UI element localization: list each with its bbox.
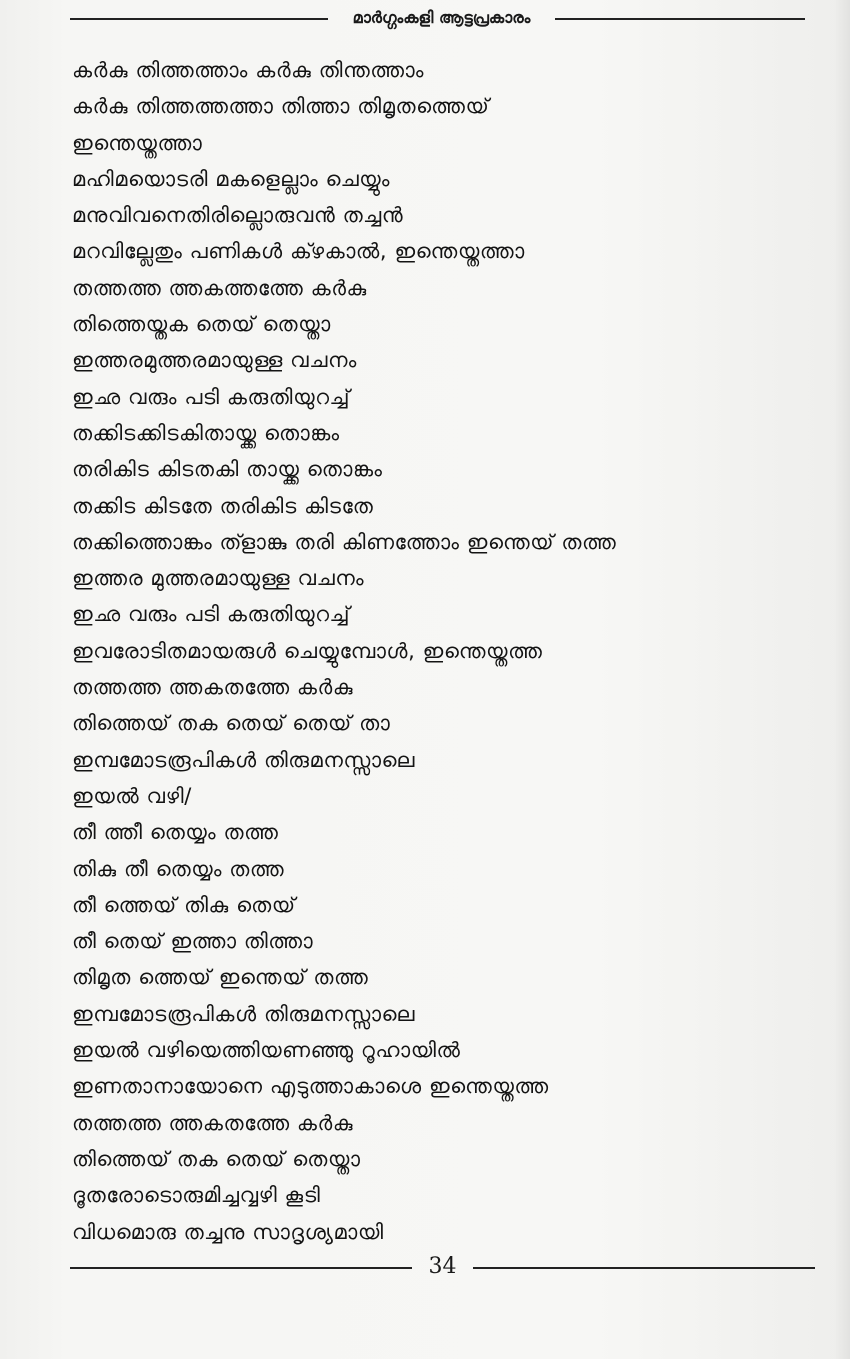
running-header [70, 6, 805, 32]
verse-block [72, 52, 792, 1250]
verse-line: തിത്തെയ്തക തെയ് തെയ്താ [72, 312, 331, 337]
verse-line: തത്തത്ത ത്തകതത്തേ കർകു [72, 675, 354, 700]
verse-line: മഹിമയൊടരി മകളെല്ലാം ചെയ്യും [72, 166, 391, 191]
verse-line: ദൂതരോടൊരുമിച്ചവ്വഴി കൂടി [72, 1183, 321, 1208]
verse-line: ഇമ്പമോടരൂപികൾ തിരുമനസ്സാലെ [72, 747, 416, 772]
verse-line: തിത്തെയ് തക തെയ് തെയ് താ [72, 711, 391, 736]
verse-line: തരികിട കിടതകി തായ്ക്ക തൊങ്കം [72, 457, 383, 482]
verse-line: ഇഛ വരും പടി കരുതിയുറച്ച് [72, 384, 351, 409]
verse-line: ഇഛ വരും പടി കരുതിയുറച്ച് [72, 602, 351, 627]
footer-rule-left [70, 1267, 412, 1269]
page-edge-shadow [834, 0, 850, 1359]
running-header-title: മാർഗ്ഗംകളി ആട്ടപ്രകാരം [352, 8, 531, 27]
verse-line: ഇമ്പമോടരൂപികൾ തിരുമനസ്സാലെ [72, 1001, 416, 1026]
verse-line: ഇയൽ വഴിയെത്തിയണഞ്ഞു റൂഹായിൽ [72, 1038, 461, 1063]
page-footer [70, 1252, 815, 1282]
verse-line: തിമൃത ത്തെയ് ഇന്തെയ് തത്ത [72, 965, 369, 990]
verse-line: തീ ത്തീ തെയ്യം തത്ത [72, 820, 279, 845]
verse-line: കർകു തിത്തത്താം കർകു തിന്തത്താം [72, 58, 424, 82]
verse-line: തികു തീ തെയ്യം തത്ത [72, 856, 285, 881]
verse-line: തക്കിടക്കിടകിതായ്ക്ക തൊങ്കം [72, 420, 340, 445]
verse-line: മനുവിവനെതിരില്ലൊരുവൻ തച്ചൻ [72, 203, 404, 228]
header-rule-left [70, 18, 328, 20]
verse-line: തീ തെയ് ഇത്താ തിത്താ [72, 929, 314, 954]
verse-line: മറവില്ലേതും പണികൾ ക്ഴകാൽ, ഇന്തെയ്തത്താ [72, 239, 525, 264]
verse-line: ഇത്തര മുത്തരമായുള്ള വചനം [72, 566, 365, 591]
verse-line: കർകു തിത്തത്തത്താ തിത്താ തിമൃതത്തെയ് [72, 94, 490, 119]
verse-line: ഇത്തരമുത്തരമായുള്ള വചനം [72, 348, 357, 373]
verse-line: തീ ത്തെയ് തികു തെയ് [72, 892, 296, 917]
verse-line: വിധമൊരു തച്ചനു സാദൃശ്യമായി [72, 1219, 384, 1244]
verse-line: തിത്തെയ് തക തെയ് തെയ്താ [72, 1146, 361, 1171]
verse-line: തക്കിത്തൊങ്കം ത്ളാങ്കു തരി കിണത്തോം ഇന്തെയ് തത്ത [72, 529, 617, 554]
verse-line: ഇവരോടിതമായരുൾ ചെയ്യുമ്പോൾ, ഇന്തെയ്തത്ത [72, 638, 543, 663]
verse-line: തത്തത്ത ത്തകതത്തേ കർകു [72, 1110, 354, 1135]
page-number: 34 [428, 1254, 457, 1279]
verse-line: തക്കിട കിടതേ തരികിട കിടതേ [72, 493, 374, 518]
verse-line: തത്തത്ത ത്തകത്തത്തേ കർകു [72, 275, 367, 300]
verse-line: ഇന്തെയ്തത്താ [72, 130, 203, 155]
verse-line: ഇണതാനായോനെ എടുത്താകാശെ ഇന്തെയ്തത്ത [72, 1074, 549, 1099]
header-rule-right [555, 18, 805, 20]
footer-rule-right [473, 1267, 815, 1269]
verse-line: ഇയൽ വഴി/ [72, 783, 192, 808]
